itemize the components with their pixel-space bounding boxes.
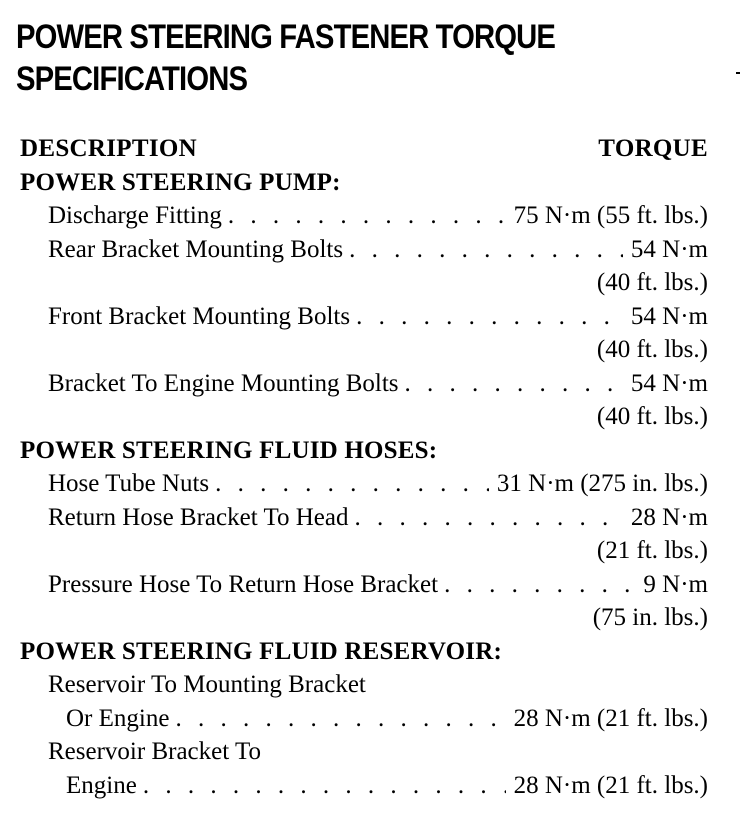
spec-row-return-hose-bracket (20, 501, 708, 535)
section-heading-reservoir: POWER STEERING FLUID RESERVOIR: (20, 637, 502, 665)
section-heading-hoses: POWER STEERING FLUID HOSES: (20, 436, 438, 464)
spec-label: Front Bracket Mounting Bolts (48, 302, 351, 330)
spec-row-pressure-hose (20, 568, 708, 602)
spec-value-continued: (40 ft. lbs.) (596, 403, 708, 430)
page-title-line-2: SPECIFICATIONS (16, 60, 248, 98)
header-description: DESCRIPTION (20, 135, 197, 162)
dot-leader (356, 300, 623, 334)
spec-label: Engine (66, 771, 137, 799)
spec-row-reservoir-bracket (20, 769, 708, 803)
spec-value: 54 N·m (630, 235, 708, 263)
spec-row-rear-bracket (20, 233, 708, 267)
spec-value: 75 N·m (55 ft. lbs.) (513, 202, 708, 229)
spec-row-hose-tube-nuts (20, 467, 708, 501)
dot-leader (444, 568, 635, 602)
table-header (20, 132, 708, 166)
section-heading-pump: POWER STEERING PUMP: (20, 168, 341, 196)
spec-row-reservoir-mounting (20, 702, 708, 736)
dot-leader (405, 367, 623, 401)
spec-row-front-bracket (20, 300, 708, 334)
dot-leader (175, 702, 505, 736)
dot-leader (215, 467, 489, 501)
spec-label: Return Hose Bracket To Head (48, 503, 349, 531)
spec-value: 28 N·m (21 ft. lbs.) (513, 704, 708, 732)
spec-label: Rear Bracket Mounting Bolts (48, 235, 344, 263)
spec-value: 9 N·m (643, 570, 708, 598)
page-title-line-1: POWER STEERING FASTENER TORQUE (16, 18, 556, 56)
spec-value: 54 N·m (630, 302, 708, 330)
edge-mark (736, 72, 740, 74)
spec-value-continued: (40 ft. lbs.) (596, 269, 708, 296)
spec-label: Bracket To Engine Mounting Bolts (48, 369, 399, 397)
spec-label: Discharge Fitting (48, 202, 222, 229)
spec-value: 28 N·m (21 ft. lbs.) (513, 771, 708, 799)
spec-value-continued: (21 ft. lbs.) (596, 537, 708, 564)
dot-leader (228, 199, 506, 233)
spec-label-line: Reservoir Bracket To (48, 738, 262, 765)
spec-value-continued: (40 ft. lbs.) (596, 336, 708, 363)
spec-label: Pressure Hose To Return Hose Bracket (48, 570, 439, 598)
spec-row-bracket-to-engine (20, 367, 708, 401)
dot-leader (354, 501, 622, 535)
dot-leader (143, 769, 506, 803)
spec-label-line: Reservoir To Mounting Bracket (48, 671, 366, 698)
spec-label: Or Engine (66, 704, 170, 732)
spec-row-discharge-fitting (20, 199, 708, 233)
spec-label: Hose Tube Nuts (48, 470, 210, 497)
header-torque: TORQUE (598, 135, 708, 162)
spec-table (20, 132, 708, 802)
page-title (16, 16, 704, 100)
spec-value: 28 N·m (630, 503, 708, 531)
dot-leader (349, 233, 623, 267)
spec-value-continued: (75 in. lbs.) (592, 604, 708, 631)
spec-value: 31 N·m (275 in. lbs.) (496, 470, 708, 497)
spec-value: 54 N·m (630, 369, 708, 397)
